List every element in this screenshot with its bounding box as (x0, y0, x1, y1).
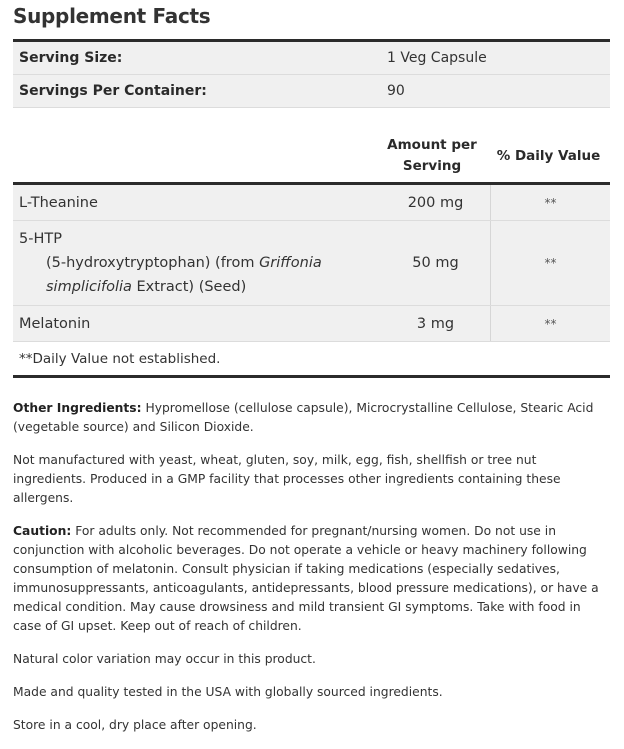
nutrient-name: Melatonin (19, 315, 91, 332)
header-amount-line1: Amount per (387, 137, 477, 153)
other-ingredients-text: Hypromellose (cellulose capsule), Microcrystalline Cellulose, Stearic Acid (vegetable source) and Silicon Dioxide. (13, 401, 594, 434)
serving-size-row (13, 42, 610, 75)
footnote: **Daily Value not established. (13, 342, 610, 378)
servings-per-container-value: 90 (387, 83, 405, 99)
desc-italic: Griffonia (259, 255, 322, 271)
header-daily-value: % Daily Value (496, 148, 601, 164)
nutrient-amount: 50 mg (412, 255, 459, 271)
servings-per-container-row (13, 75, 610, 108)
serving-size-value: 1 Veg Capsule (387, 50, 487, 66)
desc-text: (5-hydroxytryptophan) (from (46, 255, 260, 271)
nutrient-name-cell (13, 221, 381, 305)
nutrient-name: 5-HTP (19, 231, 62, 247)
nutrient-amount: 3 mg (416, 315, 455, 332)
caution (13, 522, 610, 636)
nutrient-description (19, 251, 381, 299)
serving-info (13, 39, 610, 108)
desc-italic: simplicifolia (46, 279, 132, 295)
nutrient-dv: ** (490, 306, 610, 341)
nutrient-dv: ** (490, 185, 610, 220)
serving-size-label: Serving Size: (19, 50, 123, 66)
table-row (13, 306, 610, 342)
table-row (13, 185, 610, 221)
product-notes (13, 399, 610, 749)
made-in-note: Made and quality tested in the USA with globally sourced ingredients. (13, 685, 443, 699)
other-ingredients-label: Other Ingredients: (13, 401, 142, 415)
storage-note: Store in a cool, dry place after opening. (13, 718, 257, 732)
nutrient-table (13, 182, 610, 378)
nutrient-dv: ** (490, 221, 610, 305)
other-ingredients (13, 399, 610, 437)
color-variation-note: Natural color variation may occur in this product. (13, 652, 316, 666)
servings-per-container-label: Servings Per Container: (19, 83, 207, 99)
caution-label: Caution: (13, 524, 72, 538)
page-title: Supplement Facts (13, 4, 211, 28)
caution-text: For adults only. Not recommended for pregnant/nursing women. Do not use in conjunction with alcoholic beverages. Do not operate a vehicle or heavy machinery following consumption of melatonin. Consult physician if taking medications (especially sedatives, immunosuppressants, anticoagulants, antidepressants, blood pressure medications), or have a medical condition. May cause drowsiness and mild transient GI symptoms. Take with food in case of GI upset. Keep out of reach of children. (13, 524, 599, 633)
table-row (13, 221, 610, 306)
header-amount-line2: Serving (402, 158, 462, 174)
nutrient-amount: 200 mg (407, 194, 464, 211)
desc-text: Extract) (Seed) (131, 279, 247, 295)
nutrient-name: L-Theanine (19, 194, 98, 211)
table-header (13, 130, 610, 182)
header-amount (377, 135, 487, 177)
allergen-statement: Not manufactured with yeast, wheat, gluten, soy, milk, egg, fish, shellfish or tree nut ingredients. Produced in a GMP facility that processes other ingredients containing these allergens. (13, 453, 561, 505)
